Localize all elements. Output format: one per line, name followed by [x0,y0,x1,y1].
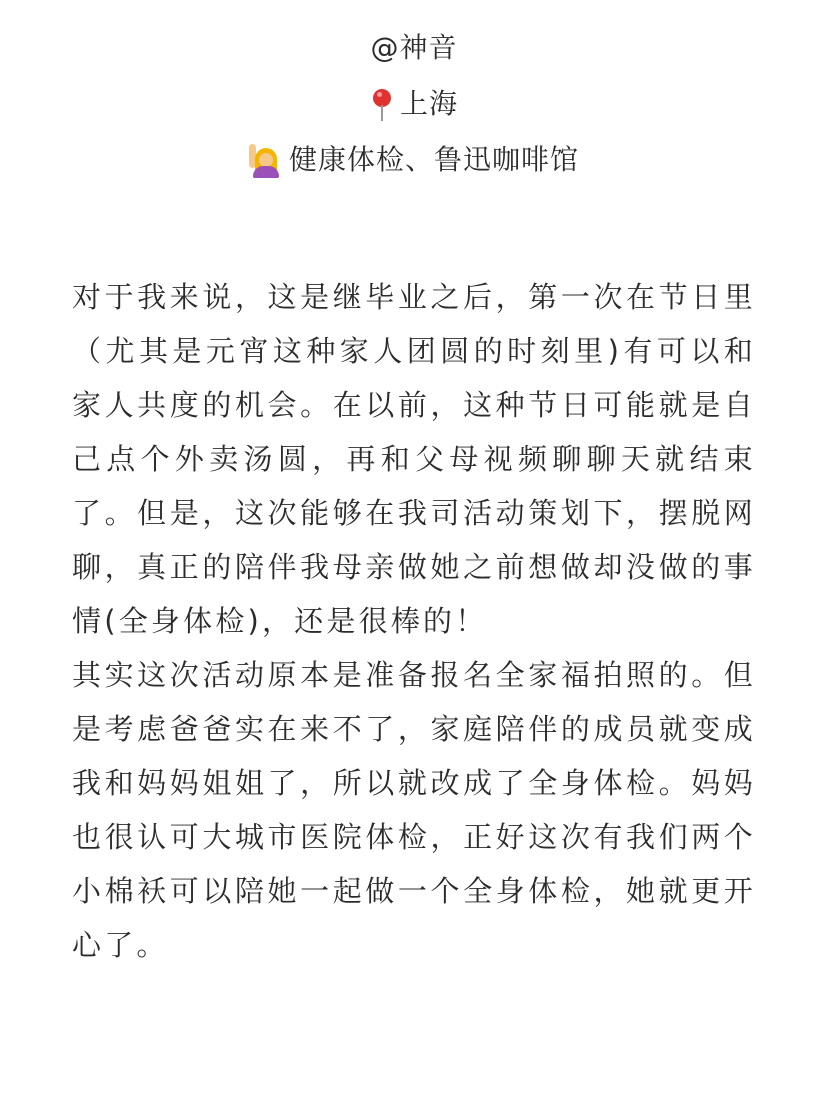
author-name[interactable]: @神音 [370,31,458,64]
paragraph-1: 对于我来说，这是继毕业之后，第一次在节日里（尤其是元宵这种家人团圆的时刻里)有可以和家人共度的机会。在以前，这种节日可能就是自己点个外卖汤圆，再和父母视频聊聊天就结束了。但是，这次能够在我司活动策划下，摆脱网聊，真正的陪伴我母亲做她之前想做却没做的事情(全身体检)，还是很棒的！ [72,280,756,638]
paragraph-2: 其实这次活动原本是准备报名全家福拍照的。但是考虑爸爸实在来不了，家庭陪伴的成员就变成我和妈妈姐姐了，所以就改成了全身体检。妈妈也很认可大城市医院体检，正好这次有我们两个小棉袄可以陪她一起做一个全身体检，她就更开心了。 [72,658,756,962]
tags-text: 健康体检、鲁迅咖啡馆 [288,143,579,176]
location-text: 上海 [399,87,458,120]
